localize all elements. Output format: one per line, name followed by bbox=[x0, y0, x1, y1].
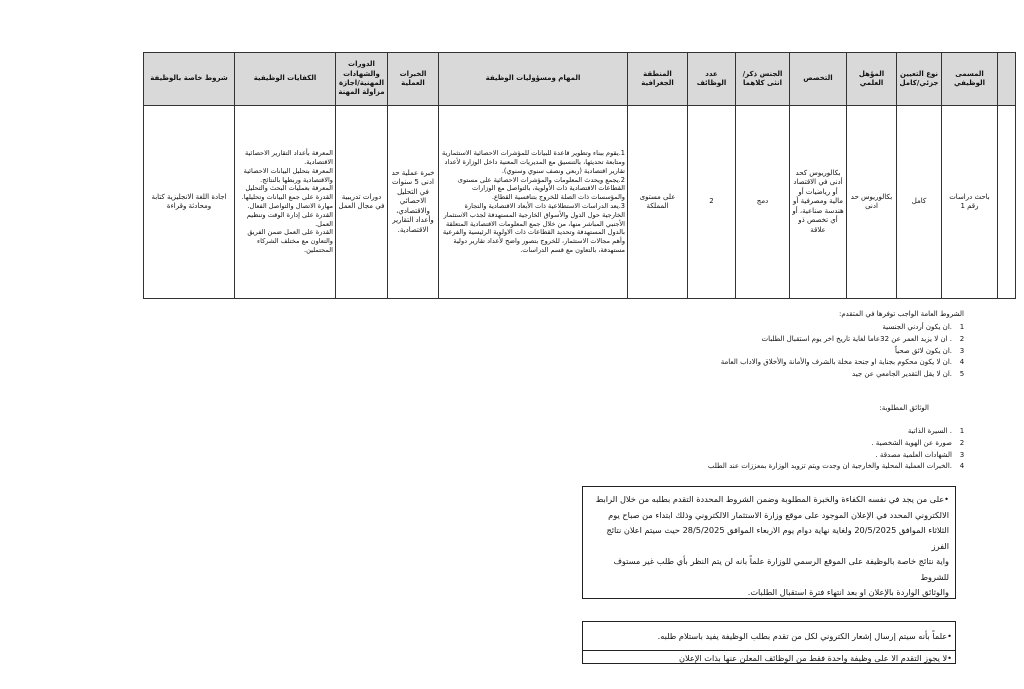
header-appointment-type: نوع التعيين جزئي/كامل bbox=[897, 53, 942, 106]
notes-line-2: •لا يجوز التقدم الا على وظيفة واحدة فقط من الوظائف المعلن عنها بذات الإعلان bbox=[678, 653, 952, 663]
competency-item: القدرة على العمل ضمن الفريق والتعاون مع مختلف الشركاء المحتملين. bbox=[247, 228, 333, 254]
cell-specialization: بكالوريوس كحد أدنى في الاقتصاد أو رياضيات أو مالية ومصرفية أو هندسة صناعية، أو أي تخصص ذو علاقة bbox=[790, 106, 847, 299]
general-conditions-title: الشروط العامة الواجب توفرها في المتقدم: bbox=[838, 310, 964, 318]
cell-blank bbox=[998, 106, 1016, 299]
cell-qualification: بكالوريوس حد ادنى bbox=[847, 106, 897, 299]
duty-item: 2.يجمع ويحدث المعلومات والمؤشرات الاحصائية على مستوى القطاعات الاقتصادية ذات الأولوية، بالتواصل مع الوزارات والمؤسسات ذات الصلة للخروج بتنافسية القطاع. bbox=[457, 175, 625, 202]
competency-item: مهارة الاتصال والتواصل الفعال. bbox=[247, 202, 333, 210]
competency-item: القدرة على إدارة الوقت وتنظيم العمل. bbox=[246, 210, 333, 228]
competency-item: المعرفة بتحليل البيانات الاحصائية والاقتصادية وربطها بالنتائج. bbox=[243, 166, 333, 184]
cell-courses: دورات تدريبية في مجال العمل bbox=[336, 106, 388, 299]
header-experience: الخبرات العملية bbox=[388, 53, 439, 106]
competency-item: المعرفة بعمليات البحث والتحليل bbox=[245, 184, 333, 193]
header-specialization: التخصص bbox=[790, 53, 847, 106]
notice-line: الثلاثاء الموافق 20/5/2025 ولغاية نهاية دوام يوم الاربعاء الموافق 28/5/2025 حيث سيتم اعلان نتائج الفرز bbox=[606, 525, 949, 551]
competency-item: القدرة على جمع البيانات وتحليلها. bbox=[241, 193, 333, 202]
list-item: 4 .ان لا يكون محكوم بجناية او جنحة مخلة بالشرف والأمانة والأخلاق والاداب العامة bbox=[720, 358, 965, 367]
duty-item: 3.يعد الدراسات الاستطلاعية ذات الأبعاد الاقتصادية والتجارة الخارجية حول الدول والأسواق الخارجية المستهدفة لجذب الاستثمار الأجنبي المباشر منها، من خلال جمع المعلومات الاقتصادية المتعلقة بالدول المستهدفة وتحديد القطاعات ذات الاولوية الرئيسية والفرعية وأهم مجالات الاستثمار، للخروج بتصور واضح لأعداد تقارير دولية مستهدفة، بالتعاون مع قسم الدراسات. bbox=[442, 202, 625, 254]
cell-job-title: باحث دراسات رقم 1 bbox=[942, 106, 998, 299]
header-courses: الدورات والشهادات المهنية/اجازة مزاولة المهنة bbox=[336, 53, 388, 106]
list-item: 2 صورة عن الهوية الشخصية . bbox=[871, 438, 965, 447]
notice-line: •على من يجد في نفسه الكفاءة والخبرة المطلوبة وضمن الشروط المحددة التقدم بطلبه من خلال الرابط bbox=[595, 494, 949, 504]
table-row bbox=[144, 106, 1016, 299]
job-table bbox=[143, 52, 1016, 299]
cell-experience: خبرة عملية حد ادنى 5 سنوات في التحليل الاحصائي والاقتصادي، وأعداد التقارير الاقتصادية. bbox=[388, 106, 439, 299]
notes-line-1: •علماً بأنه سيتم إرسال إشعار الكتروني لكل من تقدم بطلب الوظيفة يفيد باستلام طلبه. bbox=[657, 631, 952, 641]
list-item: 3 الشهادات العلمية مصدقة . bbox=[875, 450, 965, 459]
list-item: 3 .ان يكون لائق صحياً bbox=[894, 346, 965, 355]
table-header-row bbox=[144, 53, 1016, 106]
list-item: 4 .الخبرات العملية المحلية والخارجية ان وجدت ويتم تزويد الوزارة بمعززات عند الطلب bbox=[707, 462, 965, 471]
list-item: 5 .ان لا يقل التقدير الجامعي عن جيد bbox=[852, 370, 965, 379]
header-job-title: المسمى الوظيفي bbox=[942, 53, 998, 106]
documents-list bbox=[708, 426, 972, 473]
header-gender: الجنس ذكر/انثى كلاهما bbox=[736, 53, 790, 106]
cell-count: 2 bbox=[688, 106, 736, 299]
list-item: 2 . ان لا يزيد العمر عن 32عاما لغاية تاريخ اخر يوم استقبال الطلبات bbox=[761, 334, 965, 343]
notice-line: الالكتروني المحدد في الإعلان الموجود على موقع وزارة الاستثمار الالكتروني وذلك ابتداء من صباح يوم bbox=[608, 509, 949, 520]
general-conditions-list bbox=[721, 322, 972, 381]
header-count: عدد الوظائف bbox=[688, 53, 736, 106]
cell-gender: دمج bbox=[736, 106, 790, 299]
cell-competencies bbox=[235, 106, 336, 299]
list-item: 1 .ان يكون أردني الجنسية bbox=[882, 323, 965, 331]
header-qualification: المؤهل العلمي bbox=[847, 53, 897, 106]
notice-line: واية نتائج خاصة بالوظيفة على الموقع الرسمي للوزارة علماً بانه لن يتم النظر بأي طلب غير مستوف للشروط bbox=[613, 556, 949, 582]
cell-duties bbox=[439, 106, 628, 299]
header-special-conditions: شروط خاصة بالوظيفة bbox=[144, 53, 235, 106]
notice-line: والوثائق الواردة بالإعلان او بعد انتهاء فترة استقبال الطلبات. bbox=[747, 587, 949, 598]
list-item: 1 . السيرة الذاتية bbox=[907, 427, 965, 435]
cell-region: على مستوى المملكة bbox=[628, 106, 688, 299]
duty-item: 1.يقوم ببناء وتطوير قاعدة للبيانات للمؤشرات الاحصائية الاستثمارية ومتابعة تحديثها، بالتنسيق مع المديريات المعنية داخل الوزارة لأعداد تقارير اقتصادية (ربعي ونصف سنوي وسنوي). bbox=[442, 149, 625, 175]
documents-title: الوثائق المطلوبة: bbox=[879, 404, 929, 412]
notes-divider bbox=[582, 650, 956, 651]
cell-appointment-type: كامل bbox=[897, 106, 942, 299]
header-duties: المهام ومسؤوليات الوظيفة bbox=[439, 53, 628, 106]
header-competencies: الكفايات الوظيفية bbox=[235, 53, 336, 106]
cell-special-conditions: اجادة اللغة الانجليزية كتابة ومحادثة وقراءة bbox=[144, 106, 235, 299]
application-notice-box bbox=[582, 486, 956, 599]
header-blank bbox=[998, 53, 1016, 106]
competency-item: المعرفة بأعداد التقارير الاحصائية الاقتصادية. bbox=[244, 149, 333, 167]
header-region: المنطقة الجغرافية bbox=[628, 53, 688, 106]
